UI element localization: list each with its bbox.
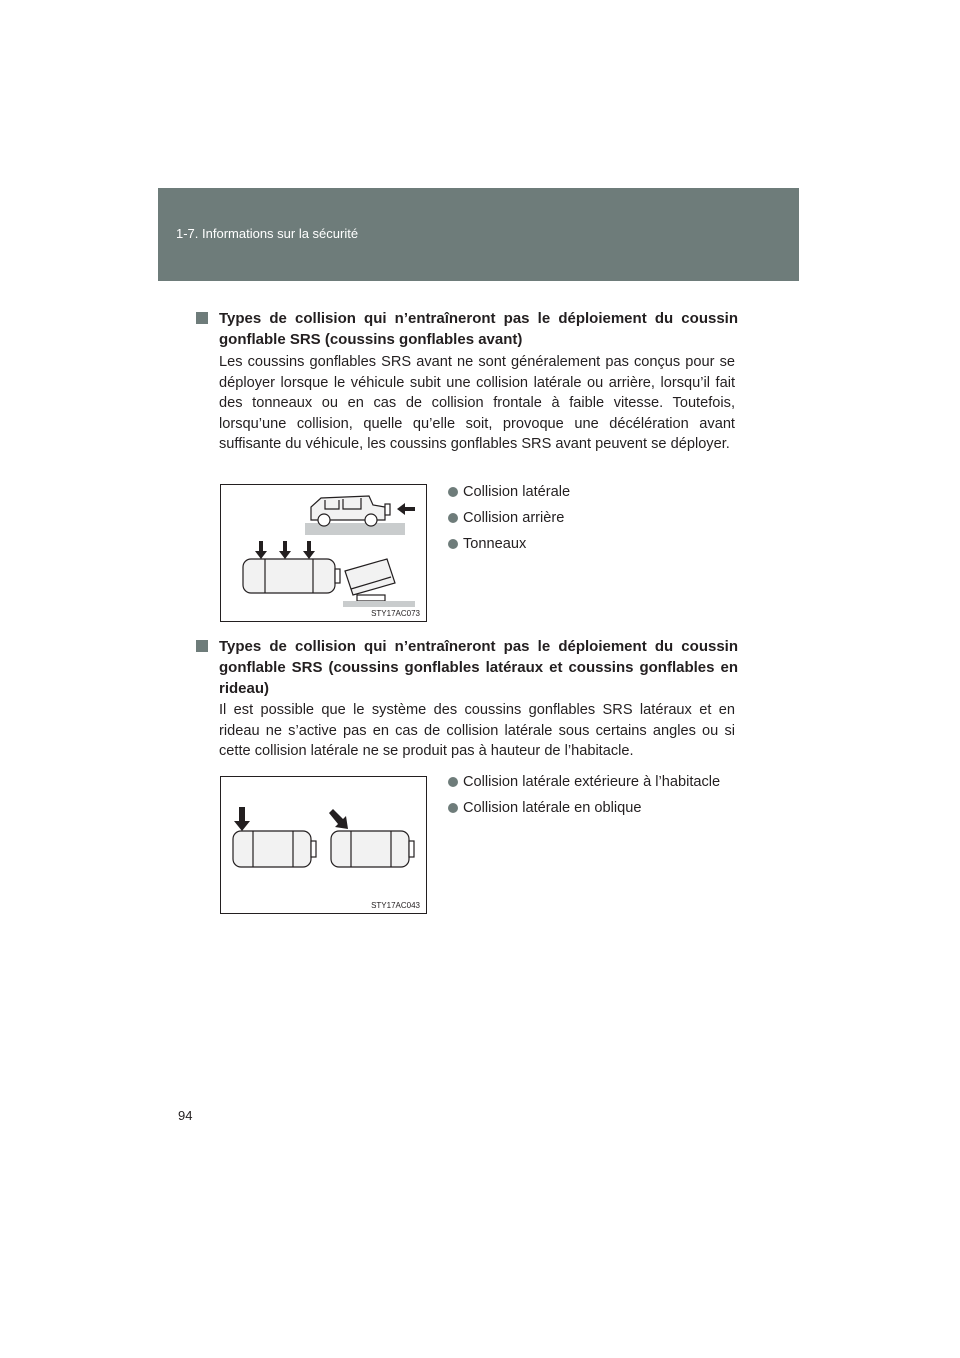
figure-front-airbag-collisions (220, 484, 427, 622)
section-body-front-airbags: Les coussins gonflables SRS avant ne sont généralement pas conçus pour se déployer lorsque le véhicule subit une collision latérale ou arrière, lorsqu’il fait des tonneaux ou en cas de collision frontale à faible vitesse. Toutefois, lorsqu’une collision, quelle qu’elle soit, provoque une décélération avant suffisante du véhicule, les coussins gonflables SRS avant peuvent se déployer. (219, 354, 735, 453)
top-view-car-icon (233, 831, 316, 867)
down-arrow-icon (234, 807, 250, 831)
section-heading-text: Types de collision qui n’entraîneront pas le déploiement du coussin gonflable SRS (coussins gonflables avant) (219, 310, 738, 348)
bullet-item: Tonneaux (448, 535, 570, 553)
section-heading-text: Types de collision qui n’entraîneront pas le déploiement du coussin gonflable SRS (coussins gonflables latéraux et coussins gonflables en rideau) (219, 638, 738, 697)
bullet-item: Collision latérale extérieure à l’habitacle (448, 773, 720, 791)
figure-code: STY17AC043 (371, 901, 420, 910)
side-view-car-icon (305, 496, 405, 535)
bullet-dot-icon (448, 777, 458, 787)
collision-illustration (221, 485, 428, 623)
ground-strip (343, 601, 415, 607)
section-heading-front-airbags (196, 308, 738, 350)
top-view-car-icon (243, 559, 340, 593)
top-view-car-icon (331, 831, 414, 867)
diagonal-arrow-icon (329, 809, 348, 829)
bullet-dot-icon (448, 803, 458, 813)
down-arrows-icon (255, 541, 315, 559)
bullet-item: Collision latérale en oblique (448, 799, 720, 817)
arrow-left-icon (397, 503, 415, 515)
page-number: 94 (178, 1108, 193, 1123)
square-bullet-icon (196, 312, 208, 324)
figure-side-airbag-collisions (220, 776, 427, 914)
square-bullet-icon (196, 640, 208, 652)
bullet-dot-icon (448, 513, 458, 523)
bullet-list-front-airbags (448, 483, 570, 561)
bullet-dot-icon (448, 539, 458, 549)
chapter-title: 1-7. Informations sur la sécurité (176, 226, 359, 241)
chapter-header (158, 188, 799, 281)
rollover-car-icon (345, 559, 395, 601)
section-heading-side-airbags (196, 636, 738, 699)
bullet-item: Collision arrière (448, 509, 570, 527)
bullet-item: Collision latérale (448, 483, 570, 501)
collision-illustration (221, 777, 428, 915)
figure-code: STY17AC073 (371, 609, 420, 618)
bullet-list-side-airbags (448, 773, 720, 825)
bullet-dot-icon (448, 487, 458, 497)
section-body-side-airbags: Il est possible que le système des coussins gonflables SRS latéraux et en rideau ne s’active pas en cas de collision latérale sous certains angles ou si cette collision latérale ne se produit pas à hauteur de l’habitacle. (219, 702, 735, 760)
